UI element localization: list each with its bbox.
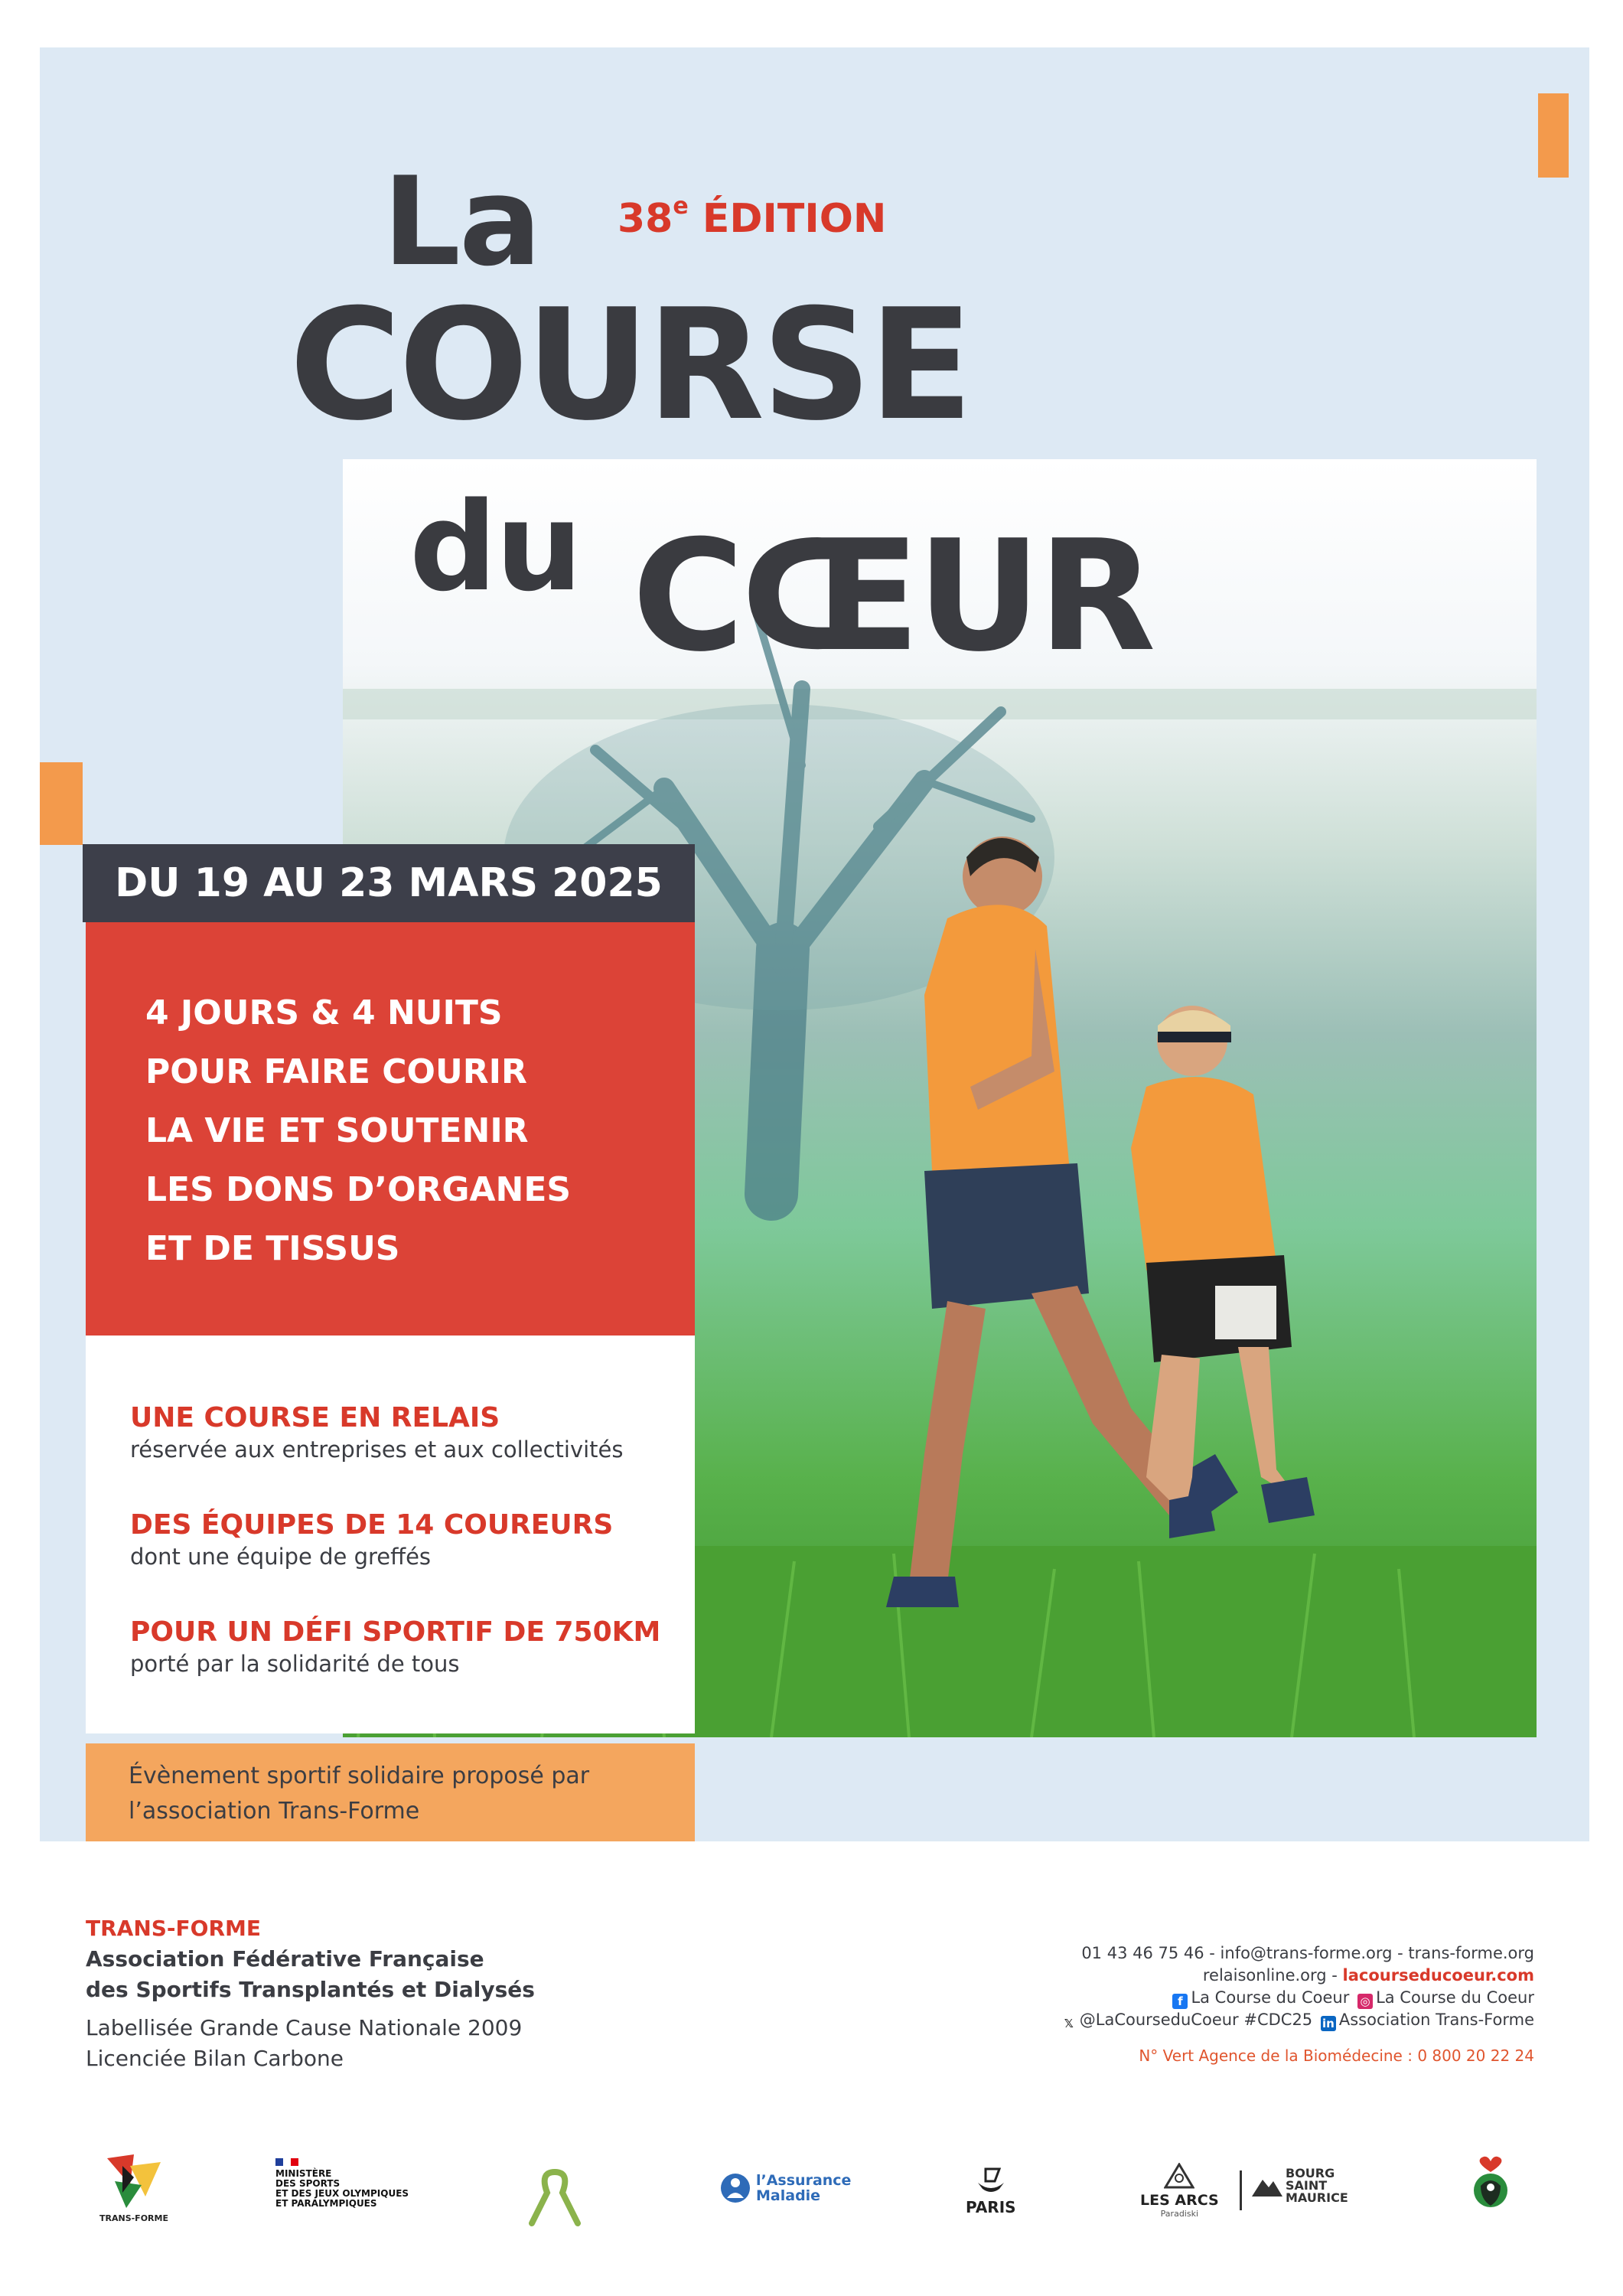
title-course: COURSE xyxy=(289,276,970,455)
paris-logo xyxy=(966,2166,1016,2216)
date-banner: DU 19 AU 23 MARS 2025 xyxy=(83,844,695,922)
lesarcs-logo xyxy=(1140,2163,1219,2219)
instagram-icon: ◎ xyxy=(1357,1994,1373,2009)
label-line: Labellisée Grande Cause Nationale 2009 xyxy=(86,2015,523,2040)
pitch-line: ET DE TISSUS xyxy=(145,1229,400,1268)
contact-info xyxy=(1058,1942,1534,2067)
organizer-line: Évènement sportif solidaire proposé par xyxy=(129,1763,590,1789)
paris-ship-icon xyxy=(973,2166,1009,2195)
pitch-line: LA VIE ET SOUTENIR xyxy=(145,1111,529,1150)
website-link[interactable]: lacourseducoeur.com xyxy=(1342,1966,1534,1985)
top-right-accent xyxy=(1538,93,1569,178)
feature-item xyxy=(130,1509,613,1570)
social-line xyxy=(1058,1987,1534,2009)
pitch-text xyxy=(145,983,571,1278)
feature-title: DES ÉQUIPES DE 14 COUREURS xyxy=(130,1509,614,1541)
label-line: Licenciée Bilan Carbone xyxy=(86,2046,344,2071)
x-link[interactable]: @LaCourseduCoeur #CDC25 xyxy=(1079,2011,1313,2029)
title-coeur: CŒUR xyxy=(632,507,1153,686)
ministere-line: ET PARALYMPIQUES xyxy=(275,2198,377,2209)
bourg-line: MAURICE xyxy=(1286,2190,1348,2205)
contact-line: 01 43 46 75 46 - info@trans-forme.org - trans-forme.org xyxy=(1081,1944,1534,1962)
lesarcs-icon xyxy=(1164,2163,1194,2189)
logo-divider xyxy=(1240,2170,1242,2210)
feature-subtitle: dont une équipe de greffés xyxy=(130,1544,432,1570)
transforme-logo xyxy=(99,2151,168,2223)
lesarcs-subtext: Paradiski xyxy=(1160,2209,1199,2219)
ministere-line: ET DES JEUX OLYMPIQUES xyxy=(275,2188,409,2199)
assurance-maladie-icon xyxy=(719,2172,751,2204)
feature-item xyxy=(130,1616,660,1677)
feature-title: UNE COURSE EN RELAIS xyxy=(130,1402,500,1433)
organizer-text xyxy=(129,1759,589,1829)
title-la: La xyxy=(383,150,540,293)
bourg-saint-maurice-logo xyxy=(1250,2167,1348,2204)
association-line: des Sportifs Transplantés et Dialysés xyxy=(86,1977,535,2002)
assurance-line: Maladie xyxy=(756,2187,821,2204)
pitch-line: 4 JOURS & 4 NUITS xyxy=(145,993,503,1032)
association-name: TRANS-FORME xyxy=(86,1916,262,1941)
ministere-line: MINISTÈRE xyxy=(275,2168,332,2179)
organizer-line: l’association Trans-Forme xyxy=(129,1798,420,1825)
bourg-line: SAINT xyxy=(1286,2178,1328,2193)
instagram-link[interactable]: La Course du Coeur xyxy=(1376,1988,1534,2007)
contact-line: relaisonline.org - lacourseducoeur.com xyxy=(1202,1966,1534,1985)
linkedin-link[interactable]: Association Trans-Forme xyxy=(1338,2011,1534,2029)
linkedin-icon: in xyxy=(1321,2016,1336,2031)
transforme-logo-text: TRANS-FORME xyxy=(99,2213,168,2223)
ribbon-logo xyxy=(520,2166,589,2230)
assurance-maladie-logo xyxy=(719,2172,851,2204)
pitch-line: POUR FAIRE COURIR xyxy=(145,1052,527,1091)
association-line: Association Fédérative Française xyxy=(86,1946,484,1971)
social-line xyxy=(1058,2009,1534,2031)
association-info xyxy=(86,1913,535,2074)
facebook-icon: f xyxy=(1172,1994,1188,2009)
mountain-icon xyxy=(1250,2174,1284,2198)
feature-subtitle: réservée aux entreprises et aux collectivités xyxy=(130,1437,624,1463)
feature-item xyxy=(130,1402,624,1463)
feature-title: POUR UN DÉFI SPORTIF DE 750KM xyxy=(130,1616,661,1648)
left-accent xyxy=(40,762,83,845)
facebook-link[interactable]: La Course du Coeur xyxy=(1191,1988,1350,2007)
pitch-line: LES DONS D’ORGANES xyxy=(145,1170,572,1209)
x-icon: 𝕏 xyxy=(1064,2017,1074,2030)
paris-logo-text: PARIS xyxy=(966,2198,1016,2216)
edition-label: 38e ÉDITION xyxy=(618,192,887,242)
heart-association-logo xyxy=(1465,2152,1516,2216)
hotline-text: N° Vert Agence de la Biomédecine : 0 800 20 22 24 xyxy=(1139,2047,1534,2065)
title-du: du xyxy=(409,475,582,618)
ministere-line: DES SPORTS xyxy=(275,2178,341,2189)
lesarcs-text: LES ARCS xyxy=(1140,2192,1219,2209)
bourg-line: BOURG xyxy=(1286,2166,1335,2180)
ministere-logo xyxy=(275,2158,409,2209)
feature-subtitle: porté par la solidarité de tous xyxy=(130,1651,460,1677)
assurance-line: l’Assurance xyxy=(756,2172,852,2189)
flag-icon xyxy=(275,2158,298,2166)
